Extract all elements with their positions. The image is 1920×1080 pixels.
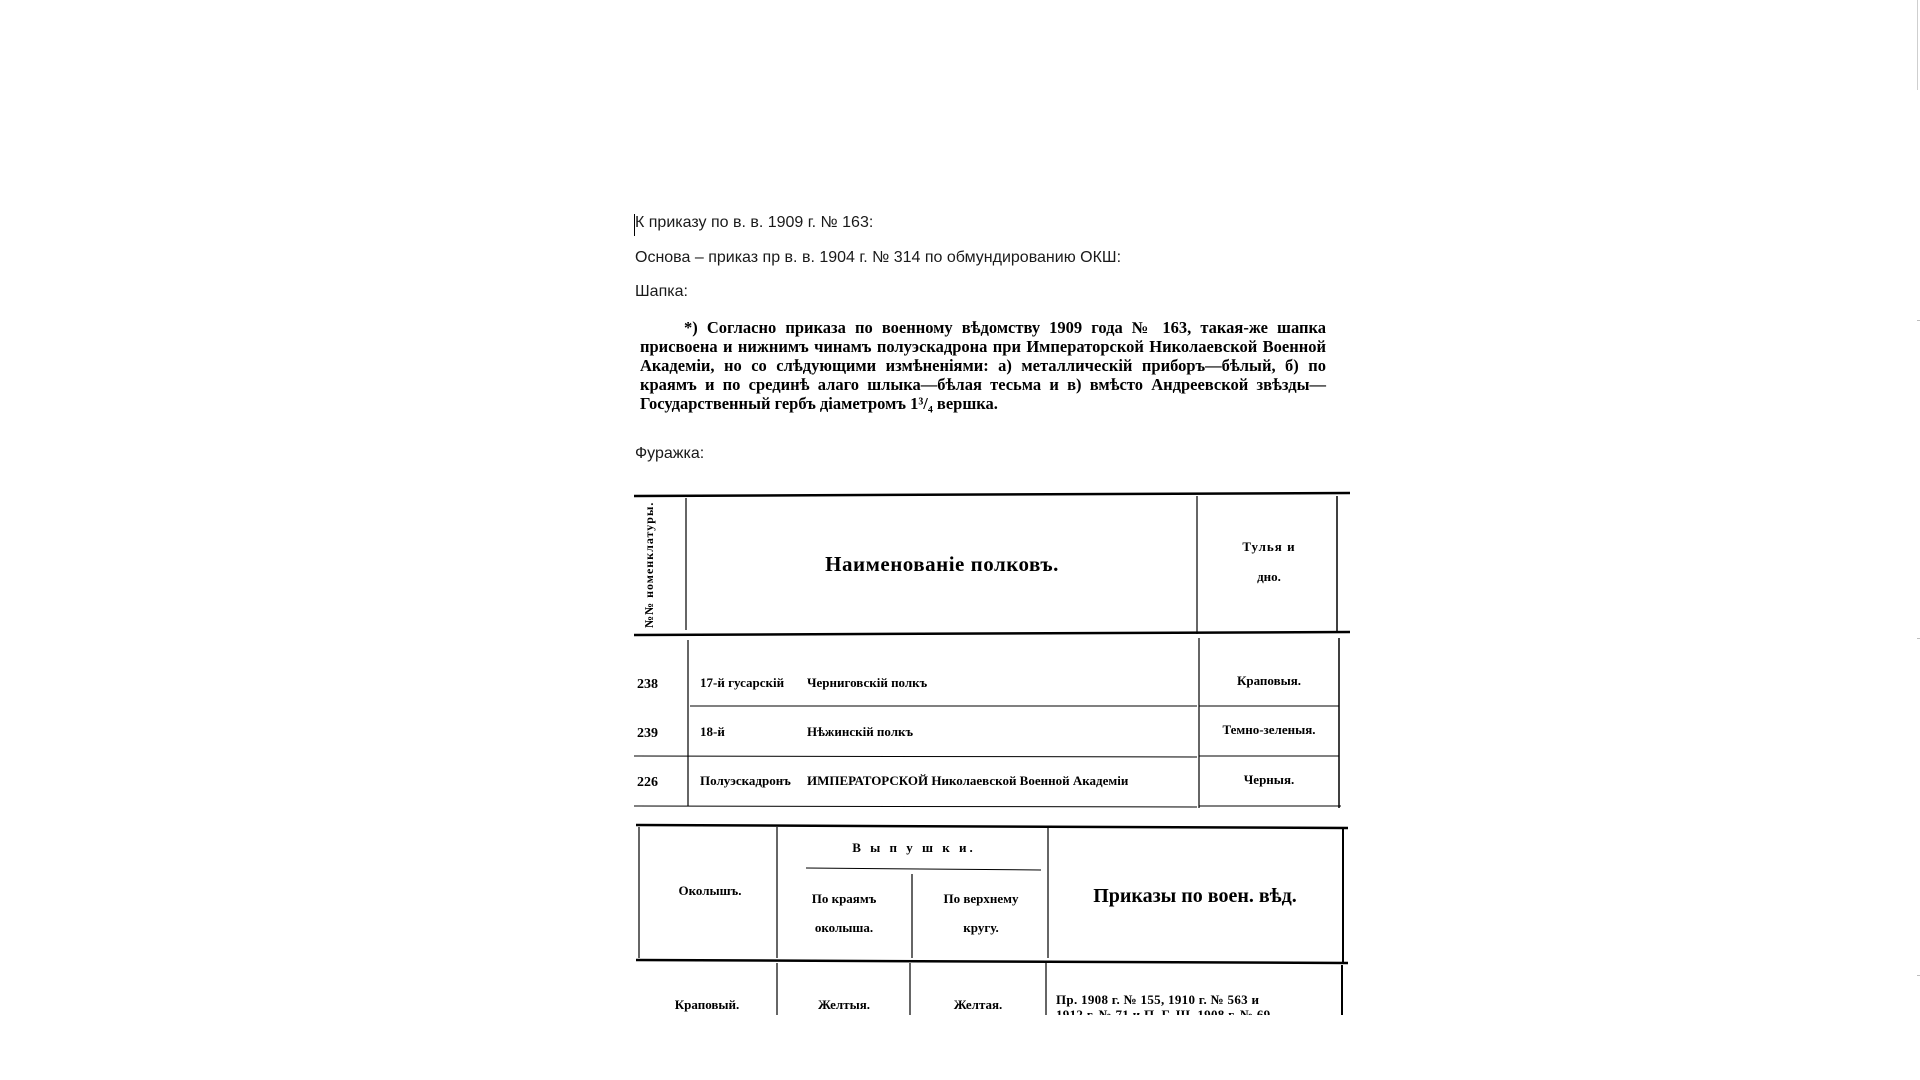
paragraph-basis[interactable]: Основа – приказ пр в. в. 1904 г. № 314 по обмундированию ОКШ: (635, 249, 1122, 266)
regiments-table-scan[interactable] (632, 488, 1352, 810)
row-crown-color: Черныя. (1243, 772, 1295, 787)
text-cursor (634, 214, 635, 236)
cap-details-table (632, 822, 1352, 1022)
row-orders-line2: 1912 г. № 71 и П. Г. Ш. 1908 г. № 69 (1056, 1007, 1271, 1022)
header-orders: Приказы по воен. вѣд. (1093, 885, 1297, 907)
row-number: 239 (637, 726, 658, 741)
row-number: 226 (637, 775, 658, 790)
row-crown-color: Темно-зеленыя. (1222, 722, 1316, 737)
table-row (637, 722, 1316, 741)
header-crown-line1: Тулья и (1242, 539, 1296, 554)
header-edges-line2: околыша. (814, 920, 874, 935)
table-row (674, 992, 1271, 1022)
header-nomenclature-number: №№ номенклатуры. (642, 501, 656, 628)
page-margin-rule (1917, 0, 1918, 90)
row-number: 238 (637, 677, 658, 692)
header-crown-line2: дно. (1257, 569, 1281, 584)
table-row (637, 673, 1301, 692)
table-row (637, 772, 1294, 790)
paragraph-hat-heading[interactable]: Шапка: (635, 283, 688, 300)
row-edges: Желтыя. (817, 997, 871, 1012)
header-band: Околышъ. (678, 883, 742, 898)
row-name: Черниговскій полкъ (807, 675, 928, 690)
row-name-prefix: Полуэскадронъ (700, 773, 791, 788)
row-band: Краповый. (674, 997, 740, 1012)
footnote-text: *) Согласно приказа по военному вѣдомству 1909 года № 163, такая-же шапка присвоена и нижнимъ чинамъ полуэскадрона при Императорской Николаевской Военной Академіи, но со слѣдующими измѣненіями: а) металлическій приборъ—бѣлый, б) по краямъ и по срединѣ алаго шлыка—бѣлая тесьма и в) вмѣсто Андреевской звѣзды—Государственный гербъ діаметромъ 1³/₄ вершка. (640, 318, 1326, 413)
header-regiment-name: Наименованіе полковъ. (825, 552, 1059, 576)
footnote-scan-image[interactable] (640, 318, 1326, 413)
header-piping: В ы п у ш к и. (852, 840, 976, 855)
row-top: Желтая. (953, 997, 1003, 1012)
row-name: ИМПЕРАТОРСКОЙ Николаевской Военной Академіи (807, 773, 1129, 788)
header-top-line1: По верхнему (943, 891, 1019, 906)
row-crown-color: Краповыя. (1236, 673, 1302, 688)
paragraph-cap-heading[interactable]: Фуражка: (635, 445, 705, 462)
row-name-prefix: 18-й (700, 724, 725, 739)
paragraph-order-reference[interactable]: К приказу по в. в. 1909 г. № 163: (635, 214, 874, 231)
regiments-table (632, 488, 1352, 810)
cap-details-table-scan[interactable] (632, 822, 1352, 1022)
row-name: Нѣжинскій полкъ (807, 724, 914, 739)
row-orders-line1: Пр. 1908 г. № 155, 1910 г. № 563 и (1056, 992, 1260, 1007)
header-top-line2: кругу. (963, 920, 999, 935)
row-name-prefix: 17-й гусарскій (700, 675, 785, 690)
header-edges-line1: По краямъ (811, 891, 877, 906)
